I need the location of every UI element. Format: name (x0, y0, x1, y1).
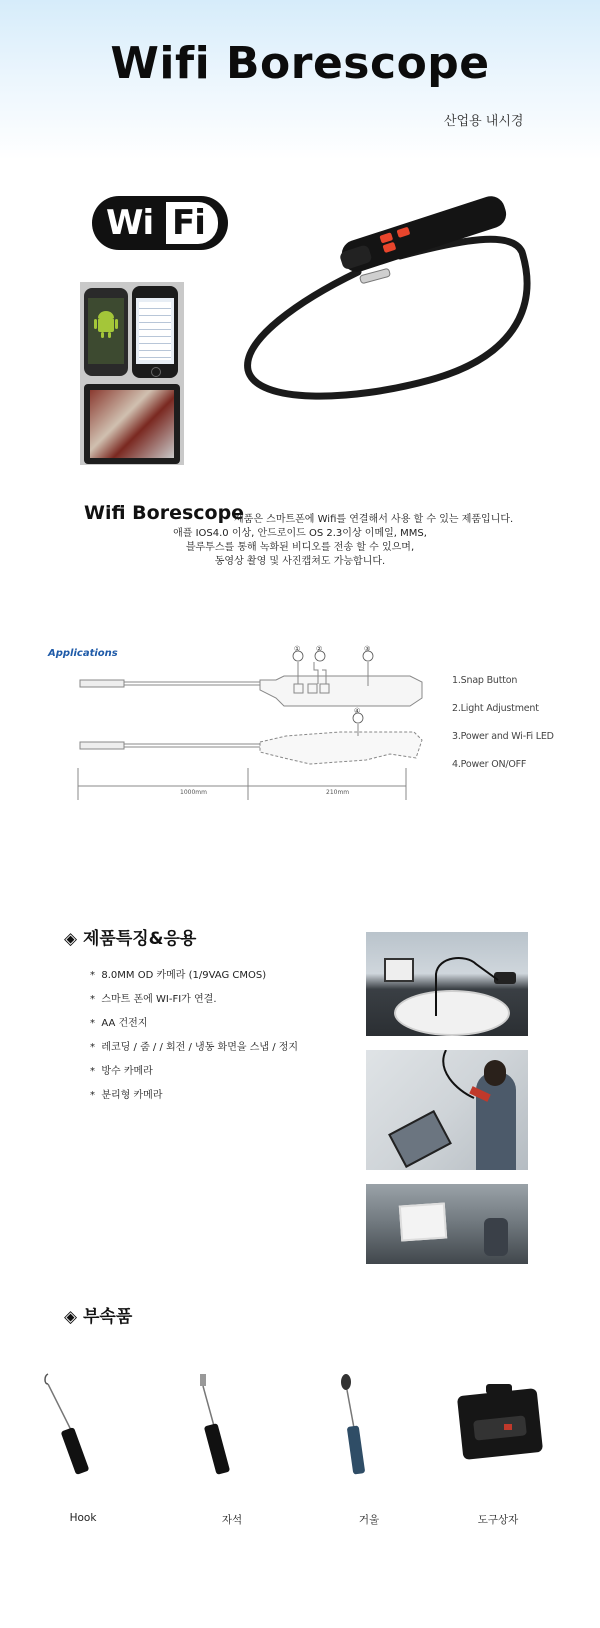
accessory-label-magnet: 자석 (221, 1514, 243, 1526)
wifi-logo-left: Wi (106, 203, 154, 243)
page-title: Wifi Borescope (110, 38, 490, 89)
callout-3: ③ (364, 645, 371, 653)
callout-4: ④ (354, 707, 361, 715)
callout-1: ① (294, 645, 301, 653)
label-light-adjustment: 2.Light Adjustment (452, 703, 539, 714)
android-robot-icon (94, 310, 118, 340)
feature-item: * 레코딩 / 줌 / / 회전 / 냉동 화면을 스냅 / 정지 (90, 1042, 299, 1053)
intro-line-3: 블루투스를 통해 녹화된 비디오를 전송 할 수 있으며, (185, 542, 415, 553)
callout-2: ② (316, 645, 323, 653)
feature-item: * 스마트 폰에 WI-FI가 연결. (90, 994, 217, 1005)
page-subtitle: 산업용 내시경 (444, 114, 524, 129)
accessory-label-hook: Hook (69, 1512, 97, 1524)
intro-line-4: 동영상 촬영 및 사진캡쳐도 가능합니다. (214, 556, 386, 567)
usage-photo-sink (366, 932, 528, 1036)
hook-accessory-image (38, 1370, 108, 1480)
accessories-heading: ◈ 부속품 (64, 1307, 133, 1327)
tablet-image (84, 384, 180, 464)
wifi-logo-badge (166, 202, 218, 244)
intro-line-2: 애플 IOS4.0 이상, 안드로이드 OS 2.3이상 이메일, MMS, (173, 528, 427, 539)
accessory-label-toolbox: 도구상자 (477, 1514, 519, 1526)
usage-photo-engine (366, 1184, 528, 1264)
mirror-accessory-image (330, 1372, 400, 1482)
label-power-onoff: 4.Power ON/OFF (452, 759, 527, 770)
magnet-accessory-image (184, 1370, 254, 1480)
borescope-product-image (240, 190, 550, 420)
features-heading: ◈ 제품특징&응용 (64, 929, 197, 949)
wifi-logo (92, 196, 228, 250)
usage-photo-ceiling (366, 1050, 528, 1170)
iphone-image (132, 286, 178, 378)
feature-item: * 8.0MM OD 카메라 (1/9VAG CMOS) (90, 970, 267, 981)
label-power-led: 3.Power and Wi-Fi LED (452, 731, 554, 742)
intro-title: Wifi Borescope (84, 502, 245, 524)
dimension-handle: 210mm (326, 789, 350, 796)
feature-item: * AA 건전지 (90, 1018, 148, 1029)
technical-drawing (70, 636, 442, 804)
applications-title: Applications (48, 648, 118, 659)
feature-item: * 분리형 카메라 (90, 1090, 163, 1101)
wifi-logo-right: Fi (172, 203, 205, 243)
accessory-label-mirror: 거울 (358, 1514, 380, 1526)
android-phone-image (84, 288, 128, 376)
feature-item: * 방수 카메라 (90, 1066, 153, 1077)
toolbox-accessory-image (450, 1382, 550, 1472)
dimension-cable: 1000mm (180, 789, 207, 796)
label-snap-button: 1.Snap Button (452, 675, 518, 686)
intro-line-1: 제품은 스마트폰에 Wifi를 연결해서 사용 할 수 있는 제품입니다. (234, 514, 514, 525)
